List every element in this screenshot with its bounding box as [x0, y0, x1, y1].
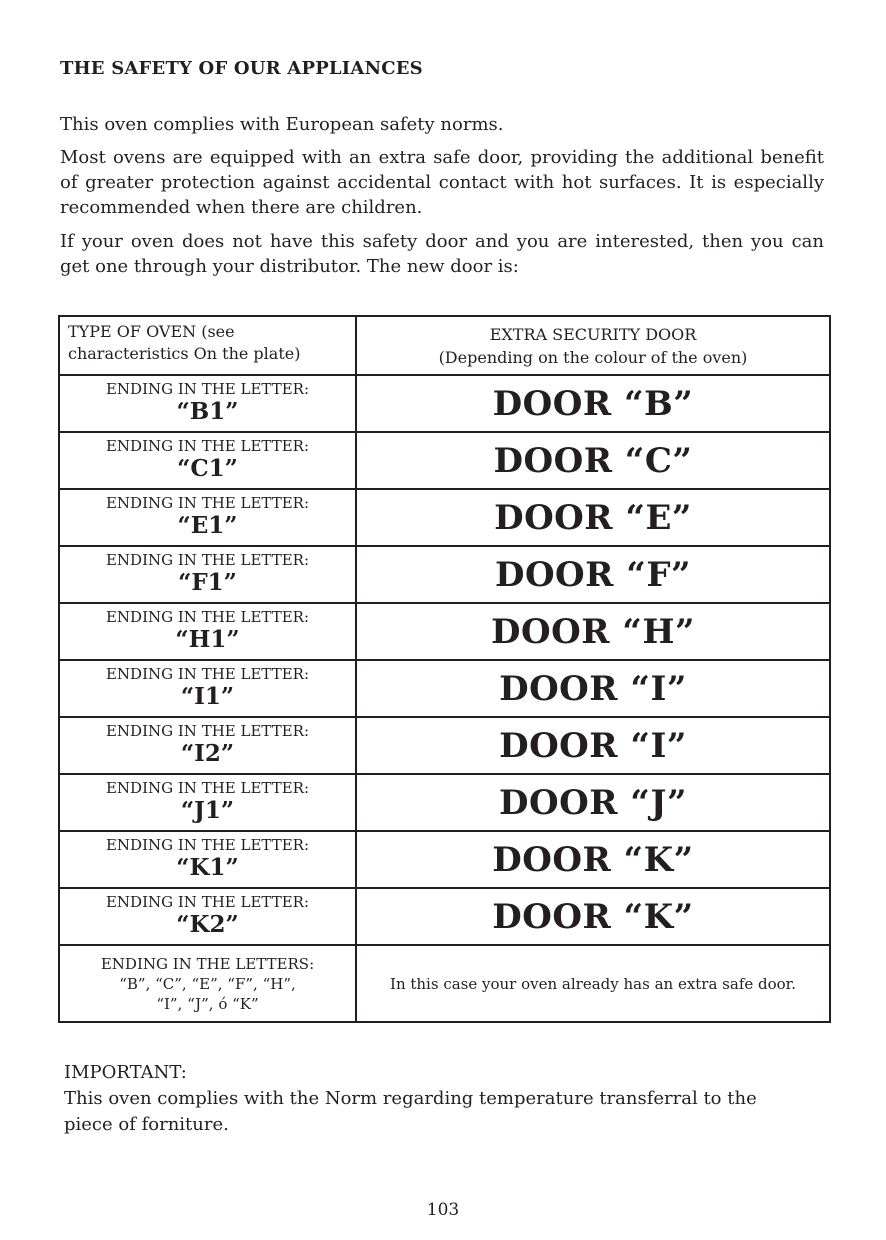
oven-type-cell — [59, 546, 356, 603]
page-number: 103 — [426, 1200, 460, 1220]
table-row — [59, 546, 830, 603]
table-row — [59, 603, 830, 660]
ending-codes-line1: “B”, “C”, “E”, “F”, “H”, — [119, 974, 296, 993]
table-row-already-equipped — [59, 945, 830, 1022]
door-cell: DOOR “I” — [356, 660, 830, 717]
ending-codes-line2: “I”, “J”, ó “K” — [156, 994, 259, 1013]
door-cell: DOOR “H” — [356, 603, 830, 660]
ending-code: “I2” — [180, 740, 235, 767]
door-table — [58, 315, 831, 1023]
oven-type-cell — [59, 489, 356, 546]
ending-label: ENDING IN THE LETTER: — [105, 551, 310, 569]
door-cell: DOOR “J” — [356, 774, 830, 831]
oven-type-cell — [59, 375, 356, 432]
ending-label: ENDING IN THE LETTER: — [105, 722, 310, 740]
header-extra-door-title: EXTRA SECURITY DOOR — [489, 324, 697, 344]
oven-type-cell — [59, 432, 356, 489]
distributor-paragraph: If your oven does not have this safety door and you are interested, then you can get one through your distributor. The new door is: — [60, 231, 824, 277]
ending-label: ENDING IN THE LETTER: — [105, 437, 310, 455]
important-text: This oven complies with the Norm regarding temperature transferral to the piece of forniture. — [64, 1088, 757, 1135]
oven-type-cell — [59, 888, 356, 945]
header-oven-type: TYPE OF OVEN (see characteristics On the plate) — [59, 316, 356, 375]
ending-label: ENDING IN THE LETTER: — [105, 494, 310, 512]
oven-type-cell-multiple — [59, 945, 356, 1022]
door-cell: DOOR “K” — [356, 831, 830, 888]
ending-code: “J1” — [180, 797, 235, 824]
ending-label: ENDING IN THE LETTER: — [105, 836, 310, 854]
page-heading: THE SAFETY OF OUR APPLIANCES — [60, 58, 423, 79]
oven-type-cell — [59, 717, 356, 774]
door-cell: DOOR “K” — [356, 888, 830, 945]
ending-code: “I1” — [180, 683, 235, 710]
table-row — [59, 717, 830, 774]
table-row — [59, 831, 830, 888]
ending-code: “K1” — [176, 854, 239, 881]
ending-code: “B1” — [176, 398, 239, 425]
ending-label: ENDING IN THE LETTER: — [105, 893, 310, 911]
door-cell: DOOR “I” — [356, 717, 830, 774]
header-extra-door-subtitle: (Depending on the colour of the oven) — [438, 347, 748, 367]
already-equipped-note: In this case your oven already has an extra safe door. — [356, 945, 830, 1022]
ending-label: ENDING IN THE LETTER: — [105, 665, 310, 683]
door-cell: DOOR “E” — [356, 489, 830, 546]
table-row — [59, 375, 830, 432]
intro-paragraph: This oven complies with European safety norms. — [60, 114, 504, 135]
table-header-row — [59, 316, 830, 375]
ending-code: “K2” — [176, 911, 239, 938]
safe-door-paragraph: Most ovens are equipped with an extra safe door, providing the additional benefit of greater protection against accidental contact with hot surfaces. It is especially recommended when there are children. — [60, 147, 824, 218]
ending-label: ENDING IN THE LETTER: — [105, 380, 310, 398]
door-cell: DOOR “F” — [356, 546, 830, 603]
ending-code: “C1” — [177, 455, 238, 482]
table-row — [59, 660, 830, 717]
oven-type-cell — [59, 603, 356, 660]
important-title: IMPORTANT: — [64, 1062, 187, 1083]
oven-type-cell — [59, 774, 356, 831]
door-cell: DOOR “B” — [356, 375, 830, 432]
table-row — [59, 432, 830, 489]
ending-code: “F1” — [178, 569, 237, 596]
oven-type-cell — [59, 660, 356, 717]
ending-label: ENDING IN THE LETTER: — [105, 608, 310, 626]
ending-code: “H1” — [175, 626, 240, 653]
ending-code: “E1” — [177, 512, 238, 539]
ending-label: ENDING IN THE LETTER: — [105, 779, 310, 797]
table-row — [59, 888, 830, 945]
door-cell: DOOR “C” — [356, 432, 830, 489]
header-extra-door — [356, 316, 830, 375]
ending-label-multiple: ENDING IN THE LETTERS: — [100, 954, 315, 973]
table-row — [59, 774, 830, 831]
table-row — [59, 489, 830, 546]
important-note — [64, 1060, 804, 1138]
oven-type-cell — [59, 831, 356, 888]
